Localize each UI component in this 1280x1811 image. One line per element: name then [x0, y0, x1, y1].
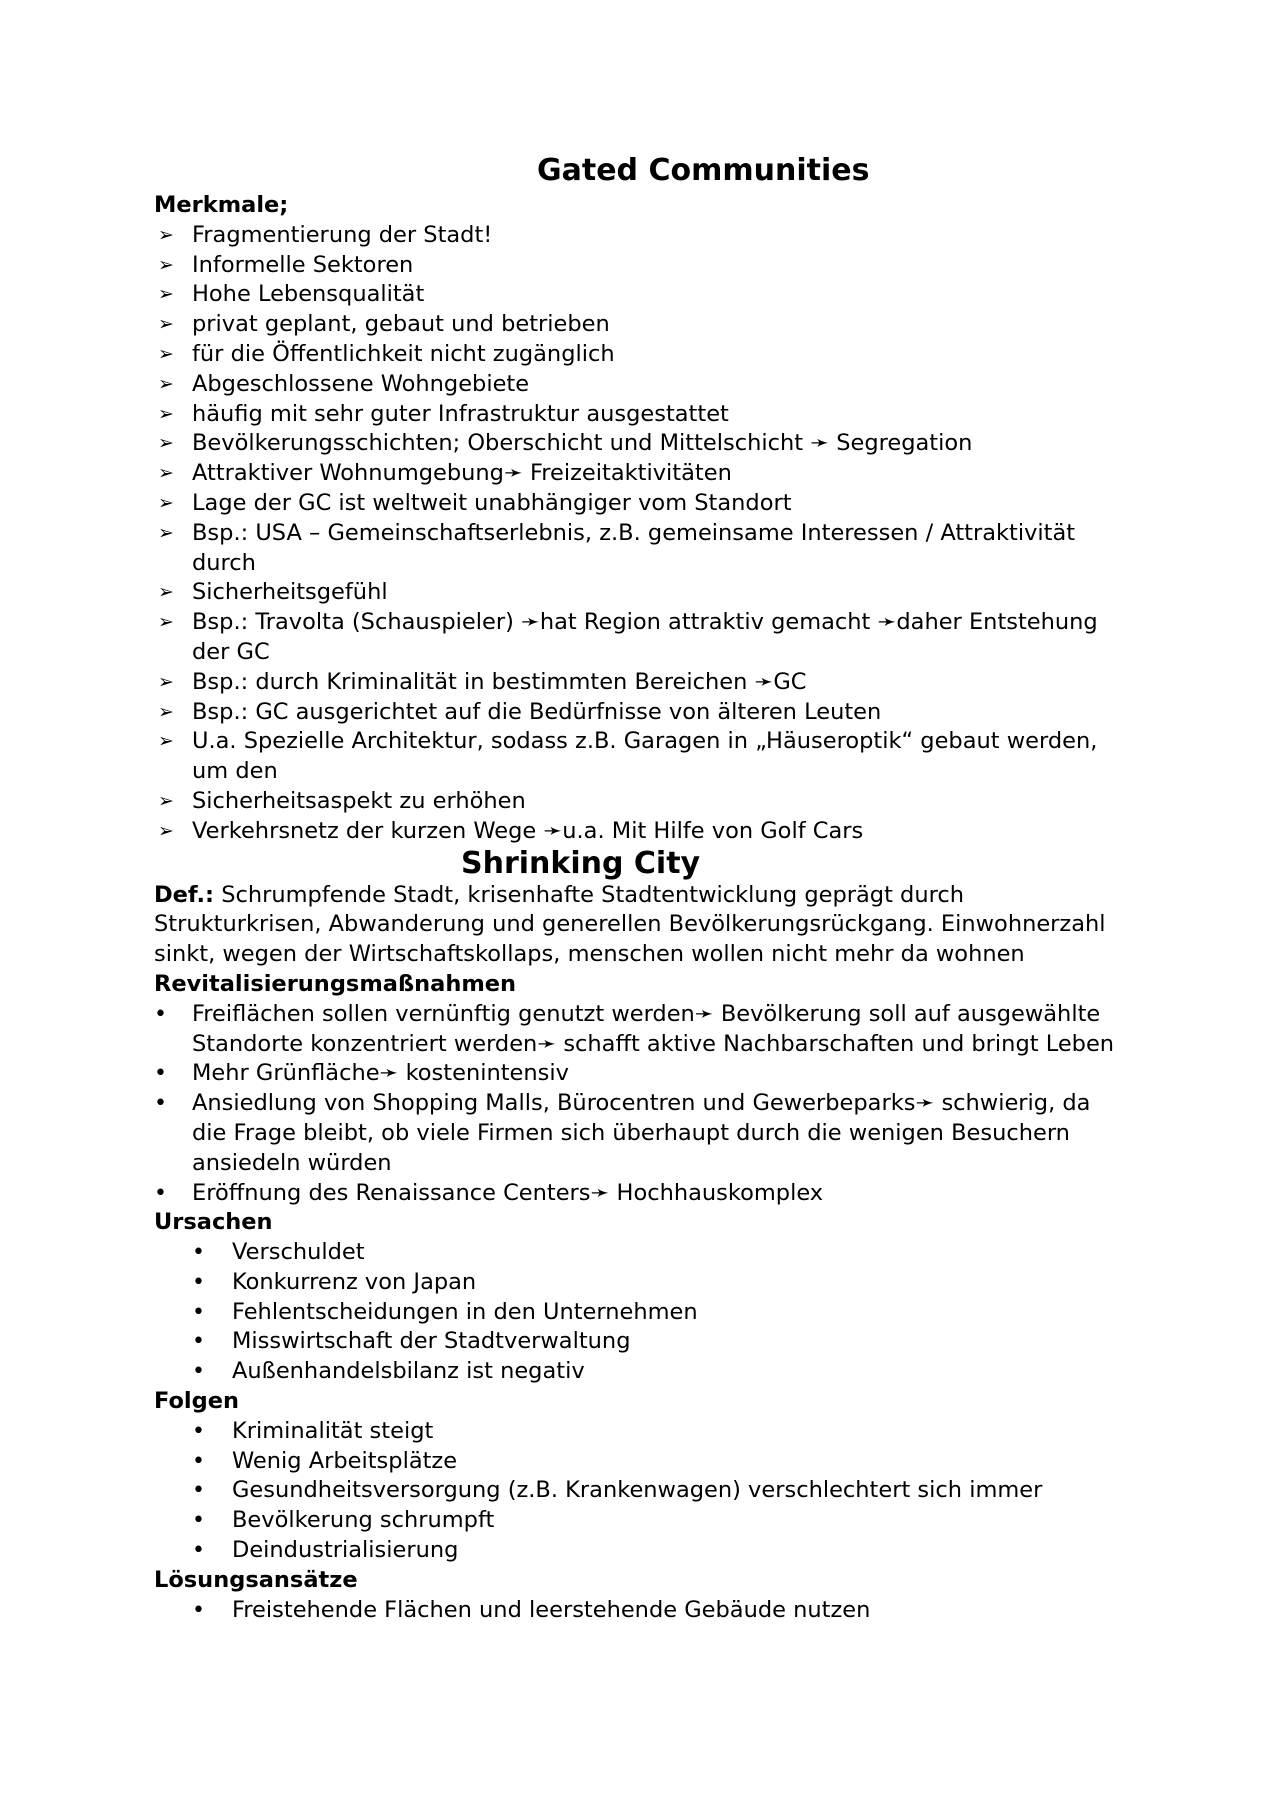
list-item: • Fehlentscheidungen in den Unternehmen	[154, 1298, 1129, 1328]
list-item: ➢ für die Öffentlichkeit nicht zugänglich	[154, 340, 1129, 370]
merkmale-list	[154, 221, 1129, 847]
heading-merkmale: Merkmale;	[154, 192, 289, 218]
list-item: • Konkurrenz von Japan	[154, 1268, 1129, 1298]
list-item: ➢ Bsp.: durch Kriminalität in bestimmten Bereichen ➛GC	[154, 668, 1129, 698]
title-shrinking-city: Shrinking City	[461, 845, 701, 881]
arrow-bullet-icon: ➢	[158, 432, 174, 455]
list-item: ➢ Bevölkerungsschichten; Oberschicht und Mittelschicht ➛ Segregation	[154, 429, 1129, 459]
arrow-bullet-icon: ➢	[158, 789, 174, 812]
list-item: • Freistehende Flächen und leerstehende Gebäude nutzen	[154, 1596, 1129, 1626]
list-item: ➢ Fragmentierung der Stadt!	[154, 221, 1129, 251]
list-item: • Deindustrialisierung	[154, 1536, 1129, 1566]
arrow-bullet-icon: ➢	[158, 670, 174, 693]
heading-ursachen: Ursachen	[154, 1209, 273, 1236]
heading-folgen: Folgen	[154, 1388, 240, 1415]
list-item: ➢ Verkehrsnetz der kurzen Wege ➛u.a. Mit Hilfe von Golf Cars	[154, 817, 1129, 847]
bullet-dot-icon: •	[154, 1091, 167, 1117]
arrow-bullet-icon: ➢	[158, 372, 174, 395]
bullet-dot-icon: •	[192, 1448, 205, 1474]
list-item: ➢ Bsp.: USA – Gemeinschaftserlebnis, z.B. gemeinsame Interessen / Attraktivität durch	[158, 519, 1076, 576]
loesungsansaetze-list	[154, 1596, 1129, 1626]
list-item: • Kriminalität steigt	[154, 1417, 1129, 1447]
arrow-bullet-icon: ➢	[158, 611, 174, 634]
heading-loesungsansaetze: Lösungsansätze	[154, 1566, 358, 1593]
definition-paragraph	[154, 881, 1129, 970]
ursachen-list	[154, 1238, 1129, 1387]
arrow-bullet-icon: ➢	[158, 402, 174, 425]
definition-label: Def.:	[154, 881, 215, 908]
list-item: ➢ Hohe Lebensqualität	[154, 280, 1129, 310]
bullet-dot-icon: •	[192, 1299, 205, 1325]
folgen-list	[154, 1417, 1129, 1566]
bullet-dot-icon: •	[192, 1478, 205, 1504]
list-item: • Außenhandelsbilanz ist negativ	[154, 1357, 1129, 1387]
list-item: ➢ privat geplant, gebaut und betrieben	[154, 310, 1129, 340]
bullet-dot-icon: •	[192, 1538, 205, 1564]
bullet-dot-icon: •	[192, 1240, 205, 1266]
list-item: • Freiflächen sollen vernünftig genutzt werden➛ Bevölkerung soll auf ausgewählte Standorte konzentriert werden➛ schafft aktive Nachbarschaften und bringt Leben	[154, 1000, 1115, 1057]
list-item: • Bevölkerung schrumpft	[154, 1506, 1129, 1536]
bullet-dot-icon: •	[192, 1359, 205, 1385]
list-item: • Ansiedlung von Shopping Malls, Bürocentren und Gewerbeparks➛ schwierig, da die Frage bleibt, ob viele Firmen sich überhaupt durch die wenigen Besuchern ansiedeln würden	[154, 1090, 1091, 1176]
bullet-dot-icon: •	[154, 1061, 167, 1087]
list-item: • Eröffnung des Renaissance Centers➛ Hochhauskomplex	[154, 1179, 1129, 1209]
list-item: • Misswirtschaft der Stadtverwaltung	[154, 1327, 1129, 1357]
bullet-dot-icon: •	[154, 1001, 167, 1027]
arrow-bullet-icon: ➢	[158, 700, 174, 723]
arrow-bullet-icon: ➢	[158, 313, 174, 336]
list-item: ➢ Abgeschlossene Wohngebiete	[154, 370, 1129, 400]
list-item: • Mehr Grünfläche➛ kostenintensiv	[154, 1059, 1129, 1089]
document-page	[154, 151, 1129, 1625]
bullet-dot-icon: •	[154, 1180, 167, 1206]
arrow-bullet-icon: ➢	[158, 521, 174, 544]
bullet-dot-icon: •	[192, 1508, 205, 1534]
list-item: • Verschuldet	[154, 1238, 1129, 1268]
list-item: • Gesundheitsversorgung (z.B. Krankenwagen) verschlechtert sich immer	[154, 1476, 1129, 1506]
arrow-bullet-icon: ➢	[158, 491, 174, 514]
list-item: ➢ U.a. Spezielle Architektur, sodass z.B. Garagen in „Häuseroptik“ gebaut werden, um den	[158, 728, 1098, 785]
bullet-dot-icon: •	[192, 1269, 205, 1295]
list-item: ➢ Attraktiver Wohnumgebung➛ Freizeitaktivitäten	[154, 459, 1129, 489]
bullet-dot-icon: •	[192, 1329, 205, 1355]
bullet-dot-icon: •	[192, 1597, 205, 1623]
heading-revitalisierung: Revitalisierungsmaßnahmen	[154, 970, 517, 997]
list-item: ➢ häufig mit sehr guter Infrastruktur ausgestattet	[154, 400, 1129, 430]
bullet-dot-icon: •	[192, 1418, 205, 1444]
list-item: ➢ Informelle Sektoren	[154, 251, 1129, 281]
arrow-bullet-icon: ➢	[158, 581, 174, 604]
list-item: ➢ Bsp.: GC ausgerichtet auf die Bedürfnisse von älteren Leuten	[154, 698, 1129, 728]
list-item: • Wenig Arbeitsplätze	[154, 1447, 1129, 1477]
arrow-bullet-icon: ➢	[158, 283, 174, 306]
arrow-bullet-icon: ➢	[158, 819, 174, 842]
list-item: ➢ Lage der GC ist weltweit unabhängiger vom Standort	[154, 489, 1129, 519]
arrow-bullet-icon: ➢	[158, 253, 174, 276]
arrow-bullet-icon: ➢	[158, 342, 174, 365]
list-item: ➢ Sicherheitsaspekt zu erhöhen	[154, 787, 1129, 817]
list-item: ➢ Bsp.: Travolta (Schauspieler) ➛hat Region attraktiv gemacht ➛daher Entstehung der GC	[158, 609, 1098, 665]
revitalisierung-list	[154, 1000, 1129, 1209]
arrow-bullet-icon: ➢	[158, 223, 174, 246]
definition-text: Schrumpfende Stadt, krisenhafte Stadtentwicklung geprägt durch Strukturkrisen, Abwanderung und generellen Bevölkerungsrückgang. Einwohnerzahl sinkt, wegen der Wirtschaftskollaps, menschen wollen nicht mehr da wohnen	[154, 881, 1106, 968]
list-item: ➢ Sicherheitsgefühl	[154, 578, 1129, 608]
title-gated-communities: Gated Communities	[537, 153, 870, 188]
arrow-bullet-icon: ➢	[158, 730, 174, 753]
arrow-bullet-icon: ➢	[158, 462, 174, 485]
